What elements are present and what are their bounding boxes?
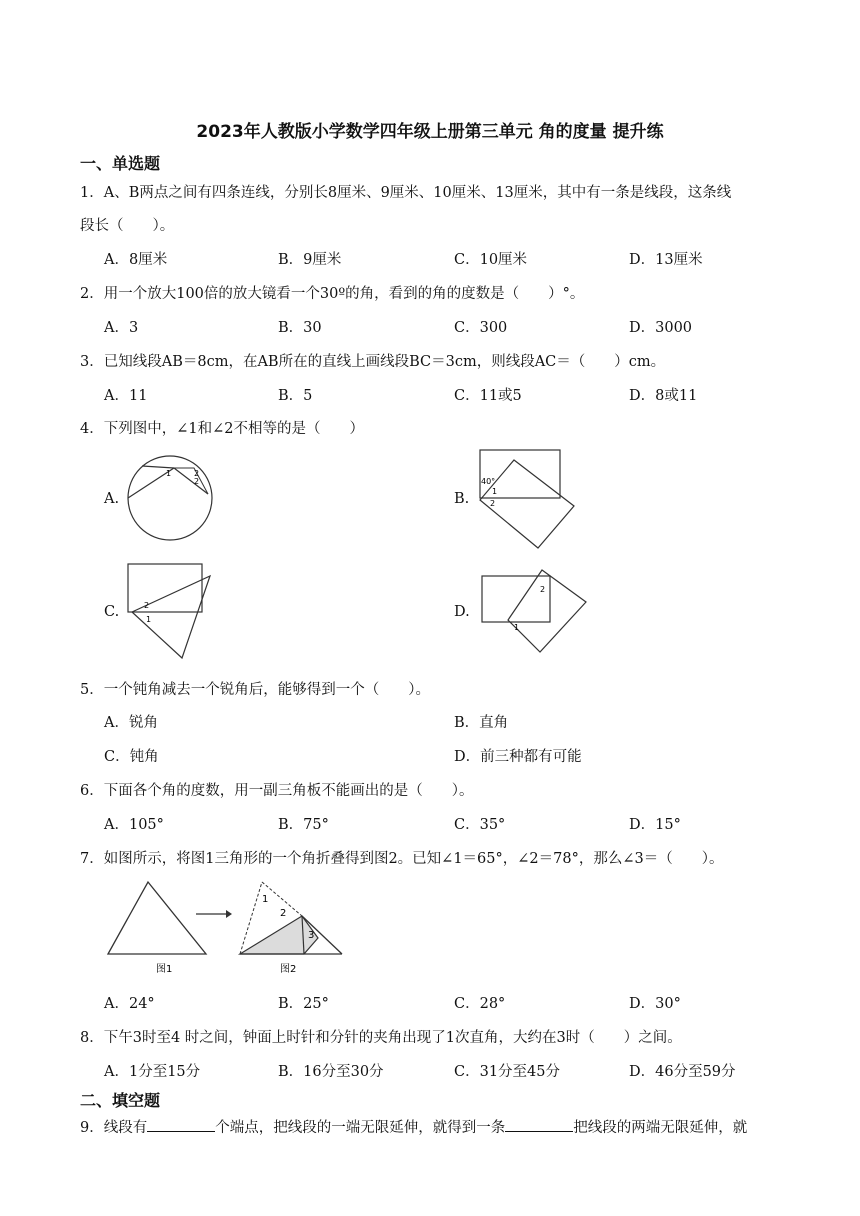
q9-part-3: 把线段的两端无限延伸，就 <box>573 1120 748 1136</box>
section-heading-single-choice: 一、单选题 <box>80 154 161 173</box>
q9-part-1: 9．线段有 <box>80 1120 148 1136</box>
q7-option-c: C．28° <box>454 996 506 1012</box>
svg-text:2: 2 <box>144 601 150 610</box>
q8-option-d: D．46分至59分 <box>629 1064 736 1080</box>
q9-blank-1[interactable] <box>147 1117 215 1132</box>
q3-option-d: D．8或11 <box>629 388 698 404</box>
q3-option-c: C．11或5 <box>454 388 522 404</box>
q2-option-b: B．30 <box>278 320 322 336</box>
svg-text:2: 2 <box>490 499 496 508</box>
q7-figure <box>104 878 354 978</box>
q1-option-b: B．9厘米 <box>278 252 342 268</box>
q6-option-a: A．105° <box>104 817 164 833</box>
q5-option-d: D．前三种都有可能 <box>454 749 582 765</box>
q5-option-b: B．直角 <box>454 715 509 731</box>
q4-figure-a <box>122 454 222 544</box>
svg-text:3: 3 <box>308 930 315 941</box>
question-8: 8．下午3时至4 时之间，钟面上时针和分针的夹角出现了1次直角，大约在3时（ ）之间。 <box>80 1030 682 1046</box>
q4-figure-c <box>126 562 216 662</box>
svg-text:1: 1 <box>514 623 520 632</box>
q8-option-c: C．31分至45分 <box>454 1064 560 1080</box>
question-4: 4．下列图中，∠1和∠2不相等的是（ ） <box>80 421 364 437</box>
question-2: 2．用一个放大100倍的放大镜看一个30º的角，看到的角的度数是（ ）°。 <box>80 286 585 302</box>
q5-option-a: A．锐角 <box>104 715 158 731</box>
svg-text:1: 1 <box>492 487 498 496</box>
q8-option-a: A．1分至15分 <box>104 1064 201 1080</box>
q7-option-a: A．24° <box>104 996 155 1012</box>
section-heading-fill-in: 二、填空题 <box>80 1091 161 1110</box>
svg-text:1: 1 <box>146 615 152 624</box>
question-1-line-2: 段长（ ）。 <box>80 218 175 234</box>
q6-option-c: C．35° <box>454 817 506 833</box>
svg-text:2: 2 <box>280 908 287 919</box>
q6-option-d: D．15° <box>629 817 681 833</box>
question-3: 3．已知线段AB＝8cm，在AB所在的直线上画线段BC＝3cm，则线段AC＝（ ）cm。 <box>80 354 666 370</box>
q8-option-b: B．16分至30分 <box>278 1064 384 1080</box>
q7-fig2-label: 图2 <box>280 964 297 975</box>
question-1-line-1: 1．A、B两点之间有四条连线，分别长8厘米、9厘米、10厘米、13厘米，其中有一条是线段，这条线 <box>80 185 732 201</box>
q2-option-d: D．3000 <box>629 320 693 336</box>
q7-option-b: B．25° <box>278 996 329 1012</box>
q3-option-a: A．11 <box>104 388 148 404</box>
q9-part-2: 个端点，把线段的一端无限延伸，就得到一条 <box>215 1120 506 1136</box>
svg-text:1: 1 <box>262 894 269 905</box>
q7-option-d: D．30° <box>629 996 681 1012</box>
q4-figure-d <box>480 568 590 656</box>
q2-option-c: C．300 <box>454 320 508 336</box>
question-9 <box>80 1116 747 1137</box>
q5-option-c: C．钝角 <box>104 749 159 765</box>
question-7: 7．如图所示，将图1三角形的一个角折叠得到图2。已知∠1＝65°，∠2＝78°，那么∠3＝（ ）。 <box>80 851 724 867</box>
q4-option-a-label: A. <box>104 491 120 507</box>
svg-text:2: 2 <box>540 585 546 594</box>
svg-text:40°: 40° <box>481 477 496 486</box>
q7-fig1-label: 图1 <box>156 964 173 975</box>
svg-text:1: 1 <box>166 469 172 478</box>
page-title: 2023年人教版小学数学四年级上册第三单元 角的度量 提升练 <box>196 122 664 142</box>
question-5: 5．一个钝角减去一个锐角后，能够得到一个（ ）。 <box>80 682 430 698</box>
q6-option-b: B．75° <box>278 817 329 833</box>
q1-option-d: D．13厘米 <box>629 252 703 268</box>
q1-option-a: A．8厘米 <box>104 252 168 268</box>
q1-option-c: C．10厘米 <box>454 252 528 268</box>
q9-blank-2[interactable] <box>505 1117 573 1132</box>
q4-option-c-label: C. <box>104 604 120 620</box>
svg-text:2: 2 <box>194 477 200 486</box>
q4-option-b-label: B. <box>454 491 470 507</box>
question-6: 6．下面各个角的度数，用一副三角板不能画出的是（ ）。 <box>80 783 474 799</box>
q4-figure-b <box>478 448 578 552</box>
q4-option-d-label: D. <box>454 604 470 620</box>
q3-option-b: B．5 <box>278 388 313 404</box>
q2-option-a: A．3 <box>104 320 139 336</box>
svg-text:2: 2 <box>194 469 200 478</box>
